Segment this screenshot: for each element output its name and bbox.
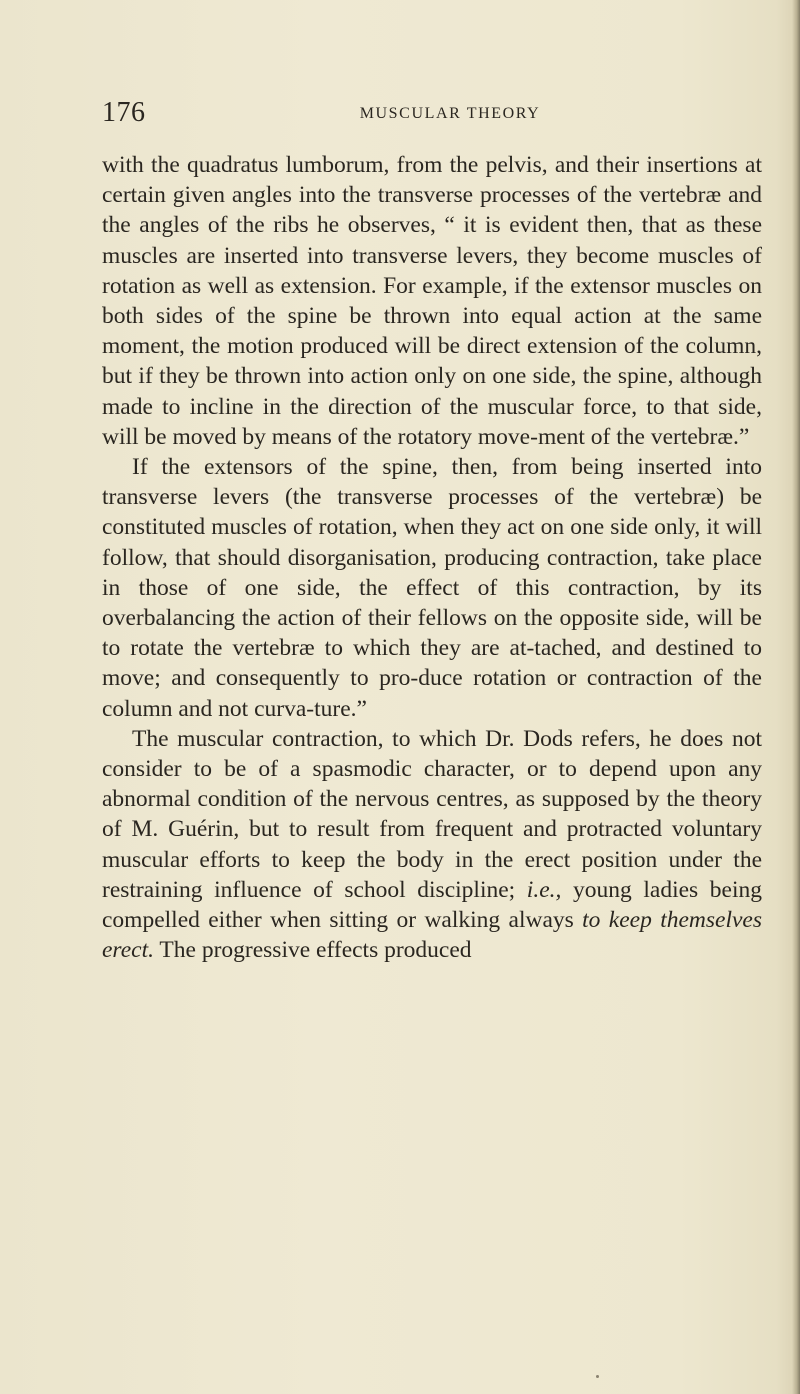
paragraph-3-italic-phrase: to keep themselves erect. (102, 907, 763, 964)
body-text (102, 150, 762, 965)
page-number: 176 (102, 97, 146, 128)
paragraph-3-text-cont: young ladies being compelled either when sitting or walking always (102, 876, 762, 934)
paragraph-3-text-end: The progressive effects produced (153, 937, 472, 964)
paragraph-3-italic-ie: i.e., (526, 876, 562, 903)
paragraph-1-text: with the quadratus lumborum, from the pelvis, and their insertions at certain given angles into the transverse processes of the vertebræ and the angles of the ribs he observes, “ it is evident then, that as these muscles are inserted into transverse levers, they become muscles of rotation as well as extension. For example, if the extensor muscles on both sides of the spine be thrown into equal action at the same moment, the motion produced will be direct extension of the column, but if they be thrown into action only on one side, the spine, although made to incline in the direction of the muscular force, to that side, will be moved by means of the rotatory move-ment of the vertebræ.” (102, 152, 762, 450)
paragraph-3 (102, 724, 762, 966)
paragraph-2 (102, 452, 762, 724)
paragraph-1 (102, 150, 762, 452)
paragraph-3-text: The muscular contraction, to which Dr. Dods refers, he does not consider to be of a spasmodic character, or to depend upon any abnormal condition of the nervous centres, as supposed by the theory of M. Guérin, but to result from frequent and protracted voluntary muscular efforts to keep the body in the erect position under the restraining influence of school discipline; (102, 725, 762, 903)
page-edge-shadow (792, 0, 800, 1394)
page-speck (596, 1375, 599, 1378)
running-head: MUSCULAR THEORY (359, 105, 541, 122)
paragraph-2-text: If the extensors of the spine, then, from being inserted into transverse levers (the transverse processes of the vertebræ) be constituted muscles of rotation, when they act on one side only, it will follow, that should disorganisation, producing contraction, take place in those of one side, the effect of this contraction, by its overbalancing the action of their fellows on the opposite side, will be to rotate the vertebræ to which they are at-tached, and destined to move; and consequently to pro-duce rotation or contraction of the column and not curva-ture.” (102, 454, 762, 722)
page-header (102, 96, 762, 130)
